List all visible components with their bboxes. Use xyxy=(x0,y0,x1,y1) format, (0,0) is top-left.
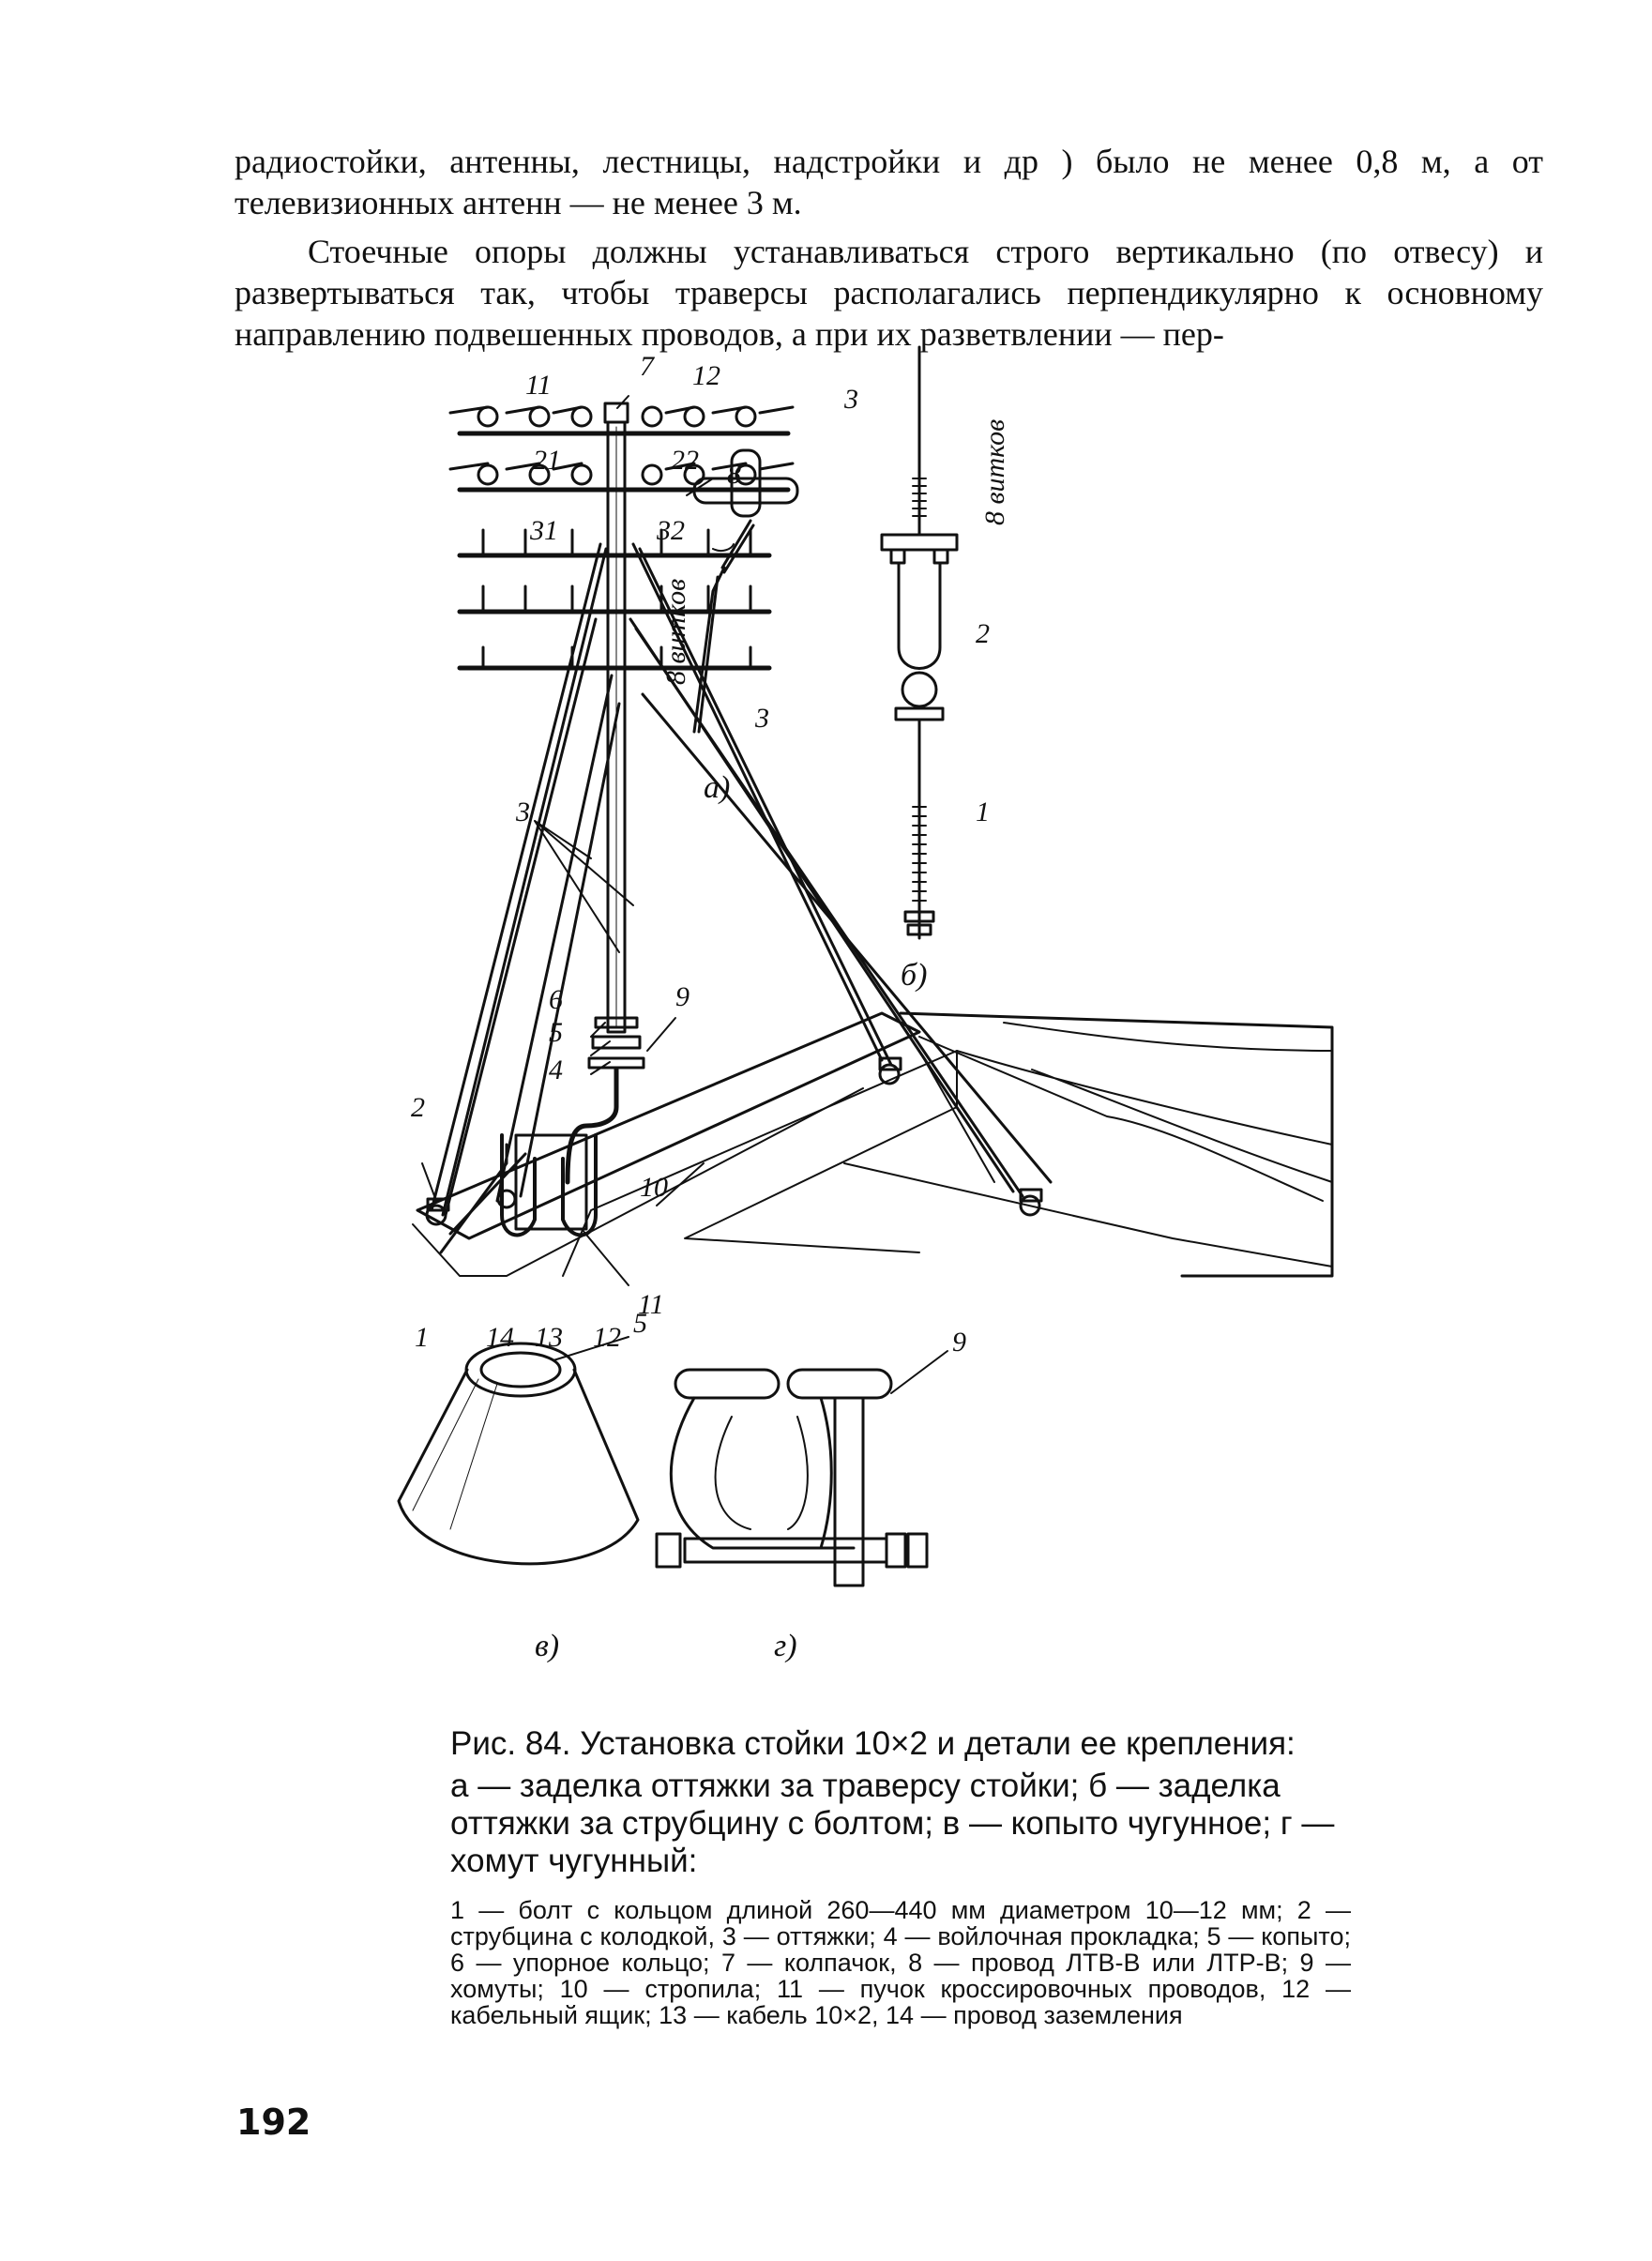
label-8: 8 xyxy=(727,459,741,490)
detail-b-drawing xyxy=(882,347,957,938)
label-31: 31 xyxy=(530,515,558,546)
label-2: 2 xyxy=(411,1092,425,1123)
label-3: 3 xyxy=(516,797,530,827)
roof-surface xyxy=(957,1023,1332,1182)
caption-title: Рис. 84. Установка стойки 10×2 и детали ее крепления: xyxy=(450,1725,1296,1762)
detail-a-turns: 8 витков xyxy=(660,578,691,685)
insulators-row-2 xyxy=(450,463,793,484)
under-roof-beam xyxy=(563,1051,957,1276)
detail-v-drawing xyxy=(399,1337,638,1564)
detail-b-clamp-label: 2 xyxy=(976,618,990,649)
label-5: 5 xyxy=(549,1017,563,1048)
detail-b-wire-label: 3 xyxy=(844,384,858,415)
label-21: 21 xyxy=(533,445,561,476)
caption-legend: 1 — болт с кольцом длиной 260—440 мм диаметром 10—12 мм; 2 — струбцина с колодкой, 3 — оттяжки; 4 — войлочная прокладка; 5 — копыто; 6 — упорное кольцо; 7 — колпачок, 8 — провод ЛТВ-В или ЛТР-В; 9 — хомуты; 10 — стропила; 11 — пучок кроссировочных проводов, 12 — кабельный ящик; 13 — кабель 10×2, 14 — провод заземления xyxy=(450,1896,1351,2029)
detail-b-bolt-label: 1 xyxy=(976,797,990,827)
caption-subtitle: а — заделка оттяжки за траверсу стойки; б — заделка оттяжки за струбцину с болтом; в — копыто чугунное; г — хомут чугунный: xyxy=(450,1768,1335,1879)
drop-cable xyxy=(568,1070,616,1182)
label-11-bundle: 11 xyxy=(638,1289,664,1320)
label-4: 4 xyxy=(549,1055,563,1085)
body-text xyxy=(235,141,1543,355)
mast-cap xyxy=(605,403,628,422)
paragraph-1: радиостойки, антенны, лестницы, надстройки и др ) было не менее 0,8 м, а от телевизионных антенн — не менее 3 м. xyxy=(235,143,1543,221)
label-7: 7 xyxy=(640,351,654,382)
label-13: 13 xyxy=(535,1322,563,1353)
label-14: 14 xyxy=(486,1322,514,1353)
base-ring-4 xyxy=(589,1058,644,1068)
label-12-box: 12 xyxy=(593,1322,621,1353)
label-10: 10 xyxy=(640,1172,668,1203)
detail-a-wire-label: 3 xyxy=(755,703,769,734)
figure-drawing xyxy=(394,338,1370,1670)
detail-v-part-label: 5 xyxy=(633,1308,647,1339)
detail-a-label: а) xyxy=(704,770,731,805)
label-11: 11 xyxy=(525,370,552,401)
figure-caption xyxy=(450,1724,1351,2028)
label-6: 6 xyxy=(549,984,563,1015)
figure-84 xyxy=(394,338,1370,1670)
label-9: 9 xyxy=(675,981,690,1012)
label-32: 32 xyxy=(657,515,685,546)
anchor-right-2 xyxy=(1021,1190,1041,1215)
label-12: 12 xyxy=(692,360,720,391)
roof-left-slope xyxy=(417,1013,919,1238)
page-number: 192 xyxy=(236,2102,311,2143)
rafter-10 xyxy=(844,1051,1332,1267)
detail-g-label: г) xyxy=(774,1629,797,1663)
label-22: 22 xyxy=(671,445,699,476)
label-1: 1 xyxy=(415,1322,429,1353)
base-ring-5 xyxy=(593,1037,640,1048)
cable-box-12 xyxy=(516,1135,586,1229)
roof-right-lower xyxy=(919,1037,1323,1201)
detail-v-label: в) xyxy=(535,1629,560,1663)
detail-g-part-label: 9 xyxy=(952,1327,966,1358)
detail-b-turns: 8 витков xyxy=(979,418,1010,525)
detail-g-drawing xyxy=(657,1351,947,1586)
paragraph-2: Стоечные опоры должны устанавливаться строго вертикально (по отвесу) и развертываться так, чтобы траверсы располагались перпендикулярно к основному направлению подвешенных проводов, а при их разветвлении — пер- xyxy=(235,233,1543,353)
detail-b-label: б) xyxy=(901,958,928,993)
